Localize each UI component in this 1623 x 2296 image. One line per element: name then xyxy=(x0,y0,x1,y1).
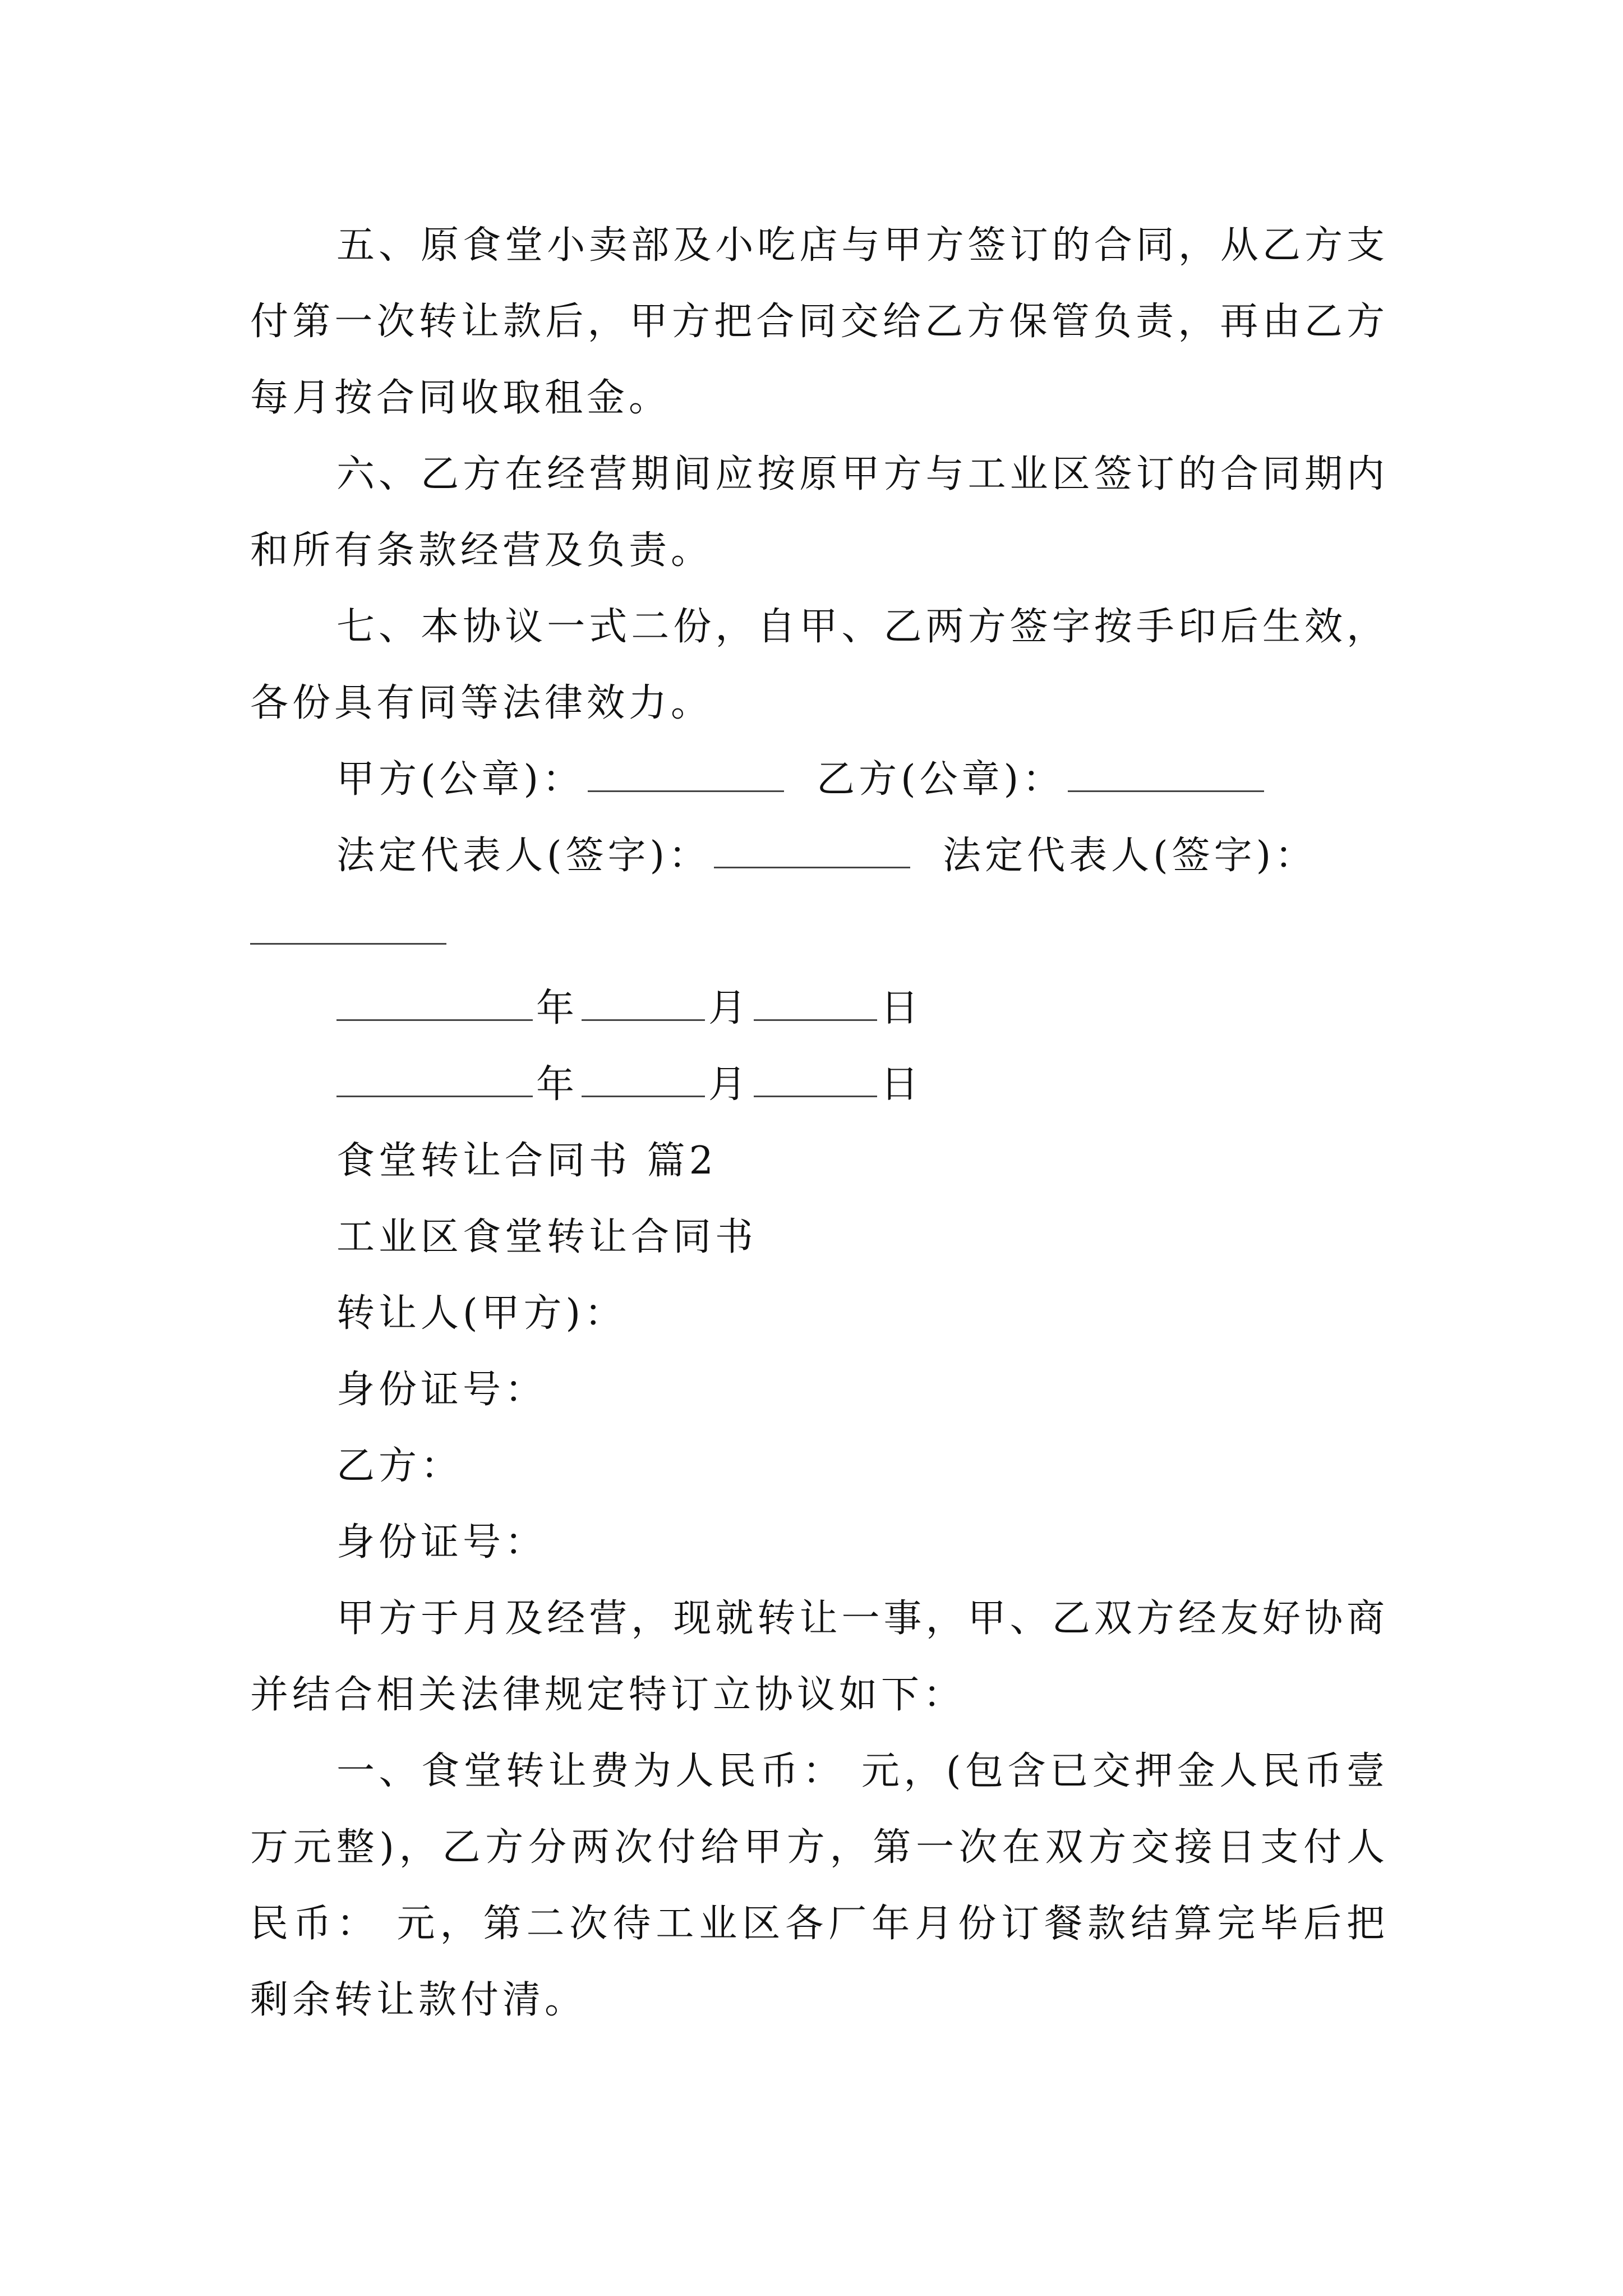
date-2-year-label: 年 xyxy=(536,1062,579,1107)
contract-title: 工业区食堂转让合同书 xyxy=(336,1215,758,1259)
date-1-year-label: 年 xyxy=(536,986,579,1030)
date-1-month-blank xyxy=(582,986,705,1021)
party-a-seal-label: 甲方(公章)： xyxy=(336,757,585,802)
date-line-1 xyxy=(250,970,1389,1047)
clause-7: 七、本协议一式二份，自甲、乙两方签字按手印后生效，各份具有同等法律效力。 xyxy=(250,605,1389,725)
date-2-day-blank xyxy=(754,1062,877,1097)
agreement-intro: 甲方于月及经营，现就转让一事，甲、乙双方经友好协商并结合相关法律规定特订立协议如下： xyxy=(250,1596,1389,1717)
id-number-b-label: 身份证号： xyxy=(336,1520,547,1565)
rep-b-blank-line xyxy=(250,894,1389,970)
representative-line xyxy=(250,818,1389,894)
party-b-label: 乙方： xyxy=(336,1444,463,1488)
section-2-heading: 食堂转让合同书 篇2 xyxy=(336,1139,717,1183)
party-b-seal-blank xyxy=(1068,757,1264,792)
date-1-day-blank xyxy=(754,986,877,1021)
date-2-month-label: 月 xyxy=(708,1062,751,1107)
date-2-year-blank xyxy=(336,1062,533,1097)
date-line-2 xyxy=(250,1047,1389,1123)
transferor-label: 转让人(甲方)： xyxy=(336,1291,627,1336)
date-1-day-label: 日 xyxy=(880,986,923,1030)
document-body xyxy=(250,208,1389,2039)
id-number-a-label: 身份证号： xyxy=(336,1368,547,1412)
rep-b-label: 法定代表人(签字)： xyxy=(943,834,1317,878)
rep-a-label: 法定代表人(签字)： xyxy=(336,834,711,878)
clause-5: 五、原食堂小卖部及小吃店与甲方签订的合同，从乙方支付第一次转让款后，甲方把合同交给乙方保管负责，再由乙方每月按合同收取租金。 xyxy=(250,223,1389,420)
date-1-month-label: 月 xyxy=(708,986,751,1030)
party-a-seal-blank xyxy=(588,757,784,792)
date-1-year-blank xyxy=(336,986,533,1021)
date-2-month-blank xyxy=(582,1062,705,1097)
clause-6: 六、乙方在经营期间应按原甲方与工业区签订的合同期内和所有条款经营及负责。 xyxy=(250,452,1389,573)
party-b-seal-label: 乙方(公章)： xyxy=(817,757,1065,802)
rep-a-blank xyxy=(714,833,910,868)
date-2-day-label: 日 xyxy=(880,1062,923,1107)
clause-1: 一、食堂转让费为人民币： 元，(包含已交押金人民币壹万元整)，乙方分两次付给甲方，第一次在双方交接日支付人民币： 元，第二次待工业区各厂年月份订餐款结算完毕后把剩余转让款付清。 xyxy=(250,1749,1389,2022)
seal-line xyxy=(250,742,1389,818)
rep-b-blank xyxy=(250,909,446,945)
